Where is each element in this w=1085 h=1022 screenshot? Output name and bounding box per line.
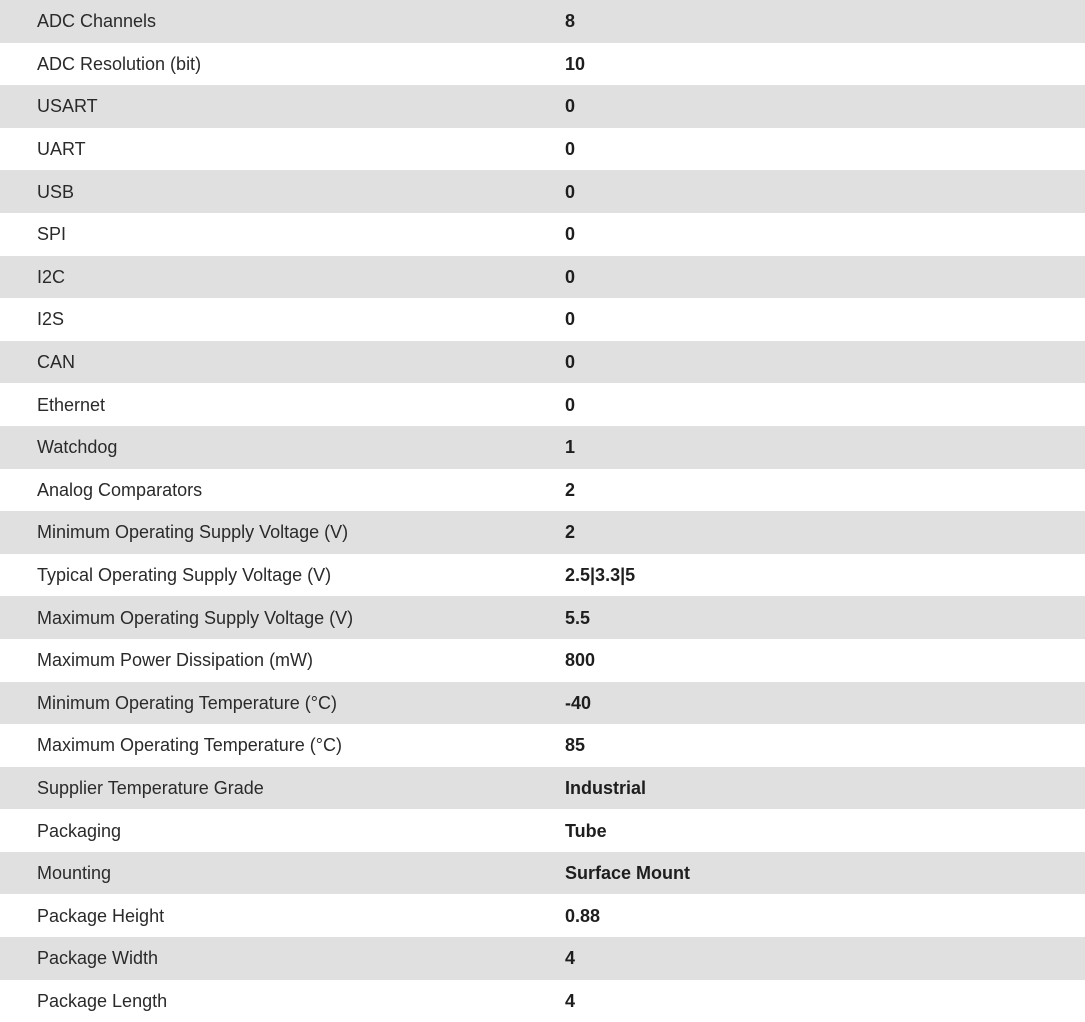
spec-value: 10: [565, 53, 586, 74]
spec-label: Maximum Power Dissipation (mW): [37, 650, 314, 671]
spec-label: I2C: [37, 266, 66, 287]
spec-value: 800: [565, 650, 596, 671]
spec-label: ADC Channels: [37, 11, 157, 32]
spec-label: Watchdog: [37, 437, 118, 458]
spec-label: USART: [37, 96, 98, 117]
spec-label: Package Height: [37, 905, 165, 926]
spec-row: [0, 511, 1085, 554]
spec-row: [0, 724, 1085, 767]
spec-value: 0: [565, 352, 576, 373]
spec-row: [0, 43, 1085, 86]
spec-label: Ethernet: [37, 394, 106, 415]
spec-label: Package Length: [37, 990, 168, 1011]
spec-label: Analog Comparators: [37, 479, 203, 500]
spec-row: [0, 256, 1085, 299]
spec-row: [0, 682, 1085, 725]
spec-row: [0, 0, 1085, 43]
spec-value: Tube: [565, 820, 607, 841]
spec-row: [0, 980, 1085, 1022]
spec-value: 2: [565, 479, 576, 500]
spec-row: [0, 85, 1085, 128]
spec-label: USB: [37, 181, 75, 202]
spec-value: 0: [565, 266, 576, 287]
spec-value: 0: [565, 181, 576, 202]
spec-row: [0, 809, 1085, 852]
spec-value: 0: [565, 96, 576, 117]
spec-row: [0, 894, 1085, 937]
spec-value: 85: [565, 735, 586, 756]
spec-label: Package Width: [37, 948, 159, 969]
spec-value: 0: [565, 224, 576, 245]
spec-value: 0: [565, 309, 576, 330]
spec-row: [0, 298, 1085, 341]
spec-value: 5.5: [565, 607, 591, 628]
spec-label: Packaging: [37, 820, 122, 841]
spec-label: Maximum Operating Temperature (°C): [37, 735, 342, 756]
spec-row: [0, 426, 1085, 469]
spec-label: CAN: [37, 352, 76, 373]
spec-value: 2: [565, 522, 576, 543]
spec-label: UART: [37, 139, 86, 160]
spec-value: Surface Mount: [565, 863, 691, 884]
spec-value: 0.88: [565, 905, 601, 926]
spec-label: I2S: [37, 309, 65, 330]
spec-value: Industrial: [565, 777, 647, 798]
spec-value: 8: [565, 11, 576, 32]
spec-value: 0: [565, 139, 576, 160]
spec-label: Supplier Temperature Grade: [37, 777, 264, 798]
spec-row: [0, 170, 1085, 213]
spec-row: [0, 554, 1085, 597]
spec-row: [0, 767, 1085, 810]
spec-row: [0, 469, 1085, 512]
spec-label: Maximum Operating Supply Voltage (V): [37, 607, 354, 628]
spec-row: [0, 639, 1085, 682]
spec-label: Minimum Operating Supply Voltage (V): [37, 522, 349, 543]
spec-value: 4: [565, 948, 576, 969]
spec-row: [0, 213, 1085, 256]
spec-row: [0, 341, 1085, 384]
spec-label: Typical Operating Supply Voltage (V): [37, 565, 332, 586]
spec-value: 1: [565, 437, 576, 458]
spec-value: 4: [565, 990, 576, 1011]
spec-row: [0, 383, 1085, 426]
spec-row: [0, 596, 1085, 639]
spec-value: -40: [565, 692, 592, 713]
spec-label: Minimum Operating Temperature (°C): [37, 692, 337, 713]
spec-label: ADC Resolution (bit): [37, 53, 202, 74]
spec-value: 2.5|3.3|5: [565, 565, 636, 586]
spec-value: 0: [565, 394, 576, 415]
spec-label: SPI: [37, 224, 67, 245]
spec-row: [0, 128, 1085, 171]
spec-row: [0, 937, 1085, 980]
spec-label: Mounting: [37, 863, 112, 884]
spec-row: [0, 852, 1085, 895]
